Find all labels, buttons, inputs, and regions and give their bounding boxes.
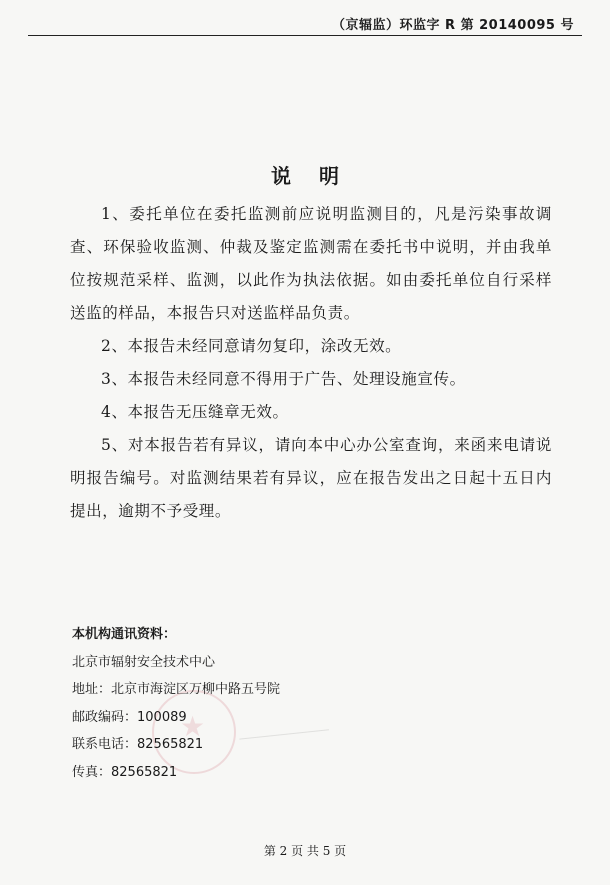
contact-line: 北京市辐射安全技术中心 <box>72 654 216 670</box>
clause-list <box>70 198 552 528</box>
star-icon: ★ <box>180 710 206 743</box>
clause-item: 1、委托单位在委托监测前应说明监测目的，凡是污染事故调查、环保验收监测、仲裁及鉴定监测需在委托书中说明，并由我单位按规范采样、监测，以此作为执法依据。如由委托单位自行采样送监的样品，本报告只对送监样品负责。 <box>70 205 552 322</box>
contact-line: 传真：82565821 <box>72 764 178 780</box>
header-rule <box>28 35 582 36</box>
contact-heading: 本机构通讯资料： <box>72 627 177 642</box>
contact-line: 邮政编码：100089 <box>72 709 187 725</box>
contact-line: 地址：北京市海淀区万柳中路五号院 <box>72 682 281 697</box>
contact-block <box>72 621 280 786</box>
page-number: 第 2 页 共 5 页 <box>263 844 347 858</box>
header-reference: （京辐监）环监字 R 第 20140095 号 <box>332 18 574 33</box>
clause-item: 5、对本报告若有异议，请向本中心办公室查询，来函来电请说明报告编号。对监测结果若有异议，应在报告发出之日起十五日内提出，逾期不予受理。 <box>70 436 552 520</box>
clause-item: 3、本报告未经同意不得用于广告、处理设施宣传。 <box>101 370 466 388</box>
page-title: 说明 <box>271 164 367 188</box>
contact-line: 联系电话：82565821 <box>72 737 204 752</box>
clause-item: 2、本报告未经同意请勿复印，涂改无效。 <box>101 337 402 355</box>
clause-item: 4、本报告无压缝章无效。 <box>101 403 289 421</box>
